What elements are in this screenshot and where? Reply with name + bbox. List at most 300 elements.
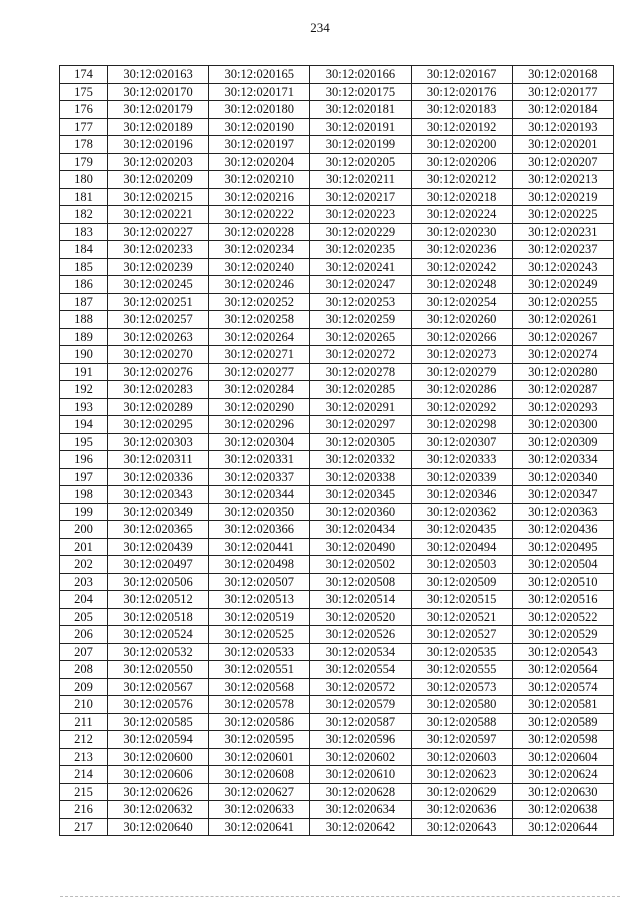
- cadastral-number-cell: 30:12:020516: [512, 591, 613, 609]
- cadastral-number-cell: 30:12:020345: [310, 486, 411, 504]
- cadastral-number-cell: 30:12:020610: [310, 766, 411, 784]
- cadastral-number-cell: 30:12:020204: [209, 153, 310, 171]
- cadastral-number-cell: 30:12:020551: [209, 661, 310, 679]
- table-row: [60, 381, 614, 399]
- cadastral-number-cell: 30:12:020227: [108, 223, 209, 241]
- row-number-cell: 198: [60, 486, 108, 504]
- cadastral-number-cell: 30:12:020543: [512, 643, 613, 661]
- cadastral-number-cell: 30:12:020346: [411, 486, 512, 504]
- cadastral-number-cell: 30:12:020623: [411, 766, 512, 784]
- cadastral-number-cell: 30:12:020176: [411, 83, 512, 101]
- cadastral-number-cell: 30:12:020595: [209, 731, 310, 749]
- cadastral-number-cell: 30:12:020203: [108, 153, 209, 171]
- cadastral-number-cell: 30:12:020279: [411, 363, 512, 381]
- cadastral-number-cell: 30:12:020181: [310, 101, 411, 119]
- row-number-cell: 214: [60, 766, 108, 784]
- cadastral-number-cell: 30:12:020535: [411, 643, 512, 661]
- cadastral-number-cell: 30:12:020247: [310, 276, 411, 294]
- cadastral-number-cell: 30:12:020502: [310, 556, 411, 574]
- cadastral-number-cell: 30:12:020629: [411, 783, 512, 801]
- cadastral-number-cell: 30:12:020434: [310, 521, 411, 539]
- cadastral-number-cell: 30:12:020225: [512, 206, 613, 224]
- table-row: [60, 818, 614, 836]
- cadastral-number-cell: 30:12:020576: [108, 696, 209, 714]
- cadastral-number-cell: 30:12:020235: [310, 241, 411, 259]
- row-number-cell: 177: [60, 118, 108, 136]
- cadastral-number-cell: 30:12:020290: [209, 398, 310, 416]
- cadastral-number-cell: 30:12:020588: [411, 713, 512, 731]
- cadastral-number-cell: 30:12:020221: [108, 206, 209, 224]
- cadastral-number-cell: 30:12:020179: [108, 101, 209, 119]
- cadastral-number-cell: 30:12:020215: [108, 188, 209, 206]
- cadastral-number-cell: 30:12:020606: [108, 766, 209, 784]
- cadastral-number-cell: 30:12:020513: [209, 591, 310, 609]
- cadastral-number-cell: 30:12:020252: [209, 293, 310, 311]
- cadastral-table: [59, 65, 614, 836]
- table-row: [60, 66, 614, 84]
- row-number-cell: 181: [60, 188, 108, 206]
- cadastral-number-cell: 30:12:020261: [512, 311, 613, 329]
- cadastral-number-cell: 30:12:020286: [411, 381, 512, 399]
- cadastral-number-cell: 30:12:020190: [209, 118, 310, 136]
- row-number-cell: 215: [60, 783, 108, 801]
- cadastral-number-cell: 30:12:020245: [108, 276, 209, 294]
- cadastral-number-cell: 30:12:020253: [310, 293, 411, 311]
- cadastral-number-cell: 30:12:020260: [411, 311, 512, 329]
- cadastral-number-cell: 30:12:020522: [512, 608, 613, 626]
- cadastral-number-cell: 30:12:020642: [310, 818, 411, 836]
- table-row: [60, 468, 614, 486]
- table-row: [60, 713, 614, 731]
- cadastral-number-cell: 30:12:020249: [512, 276, 613, 294]
- table-row: [60, 206, 614, 224]
- row-number-cell: 184: [60, 241, 108, 259]
- table-row: [60, 731, 614, 749]
- row-number-cell: 182: [60, 206, 108, 224]
- table-row: [60, 101, 614, 119]
- row-number-cell: 196: [60, 451, 108, 469]
- cadastral-number-cell: 30:12:020284: [209, 381, 310, 399]
- cadastral-number-cell: 30:12:020197: [209, 136, 310, 154]
- cadastral-number-cell: 30:12:020603: [411, 748, 512, 766]
- cadastral-number-cell: 30:12:020574: [512, 678, 613, 696]
- cadastral-number-cell: 30:12:020362: [411, 503, 512, 521]
- cadastral-number-cell: 30:12:020441: [209, 538, 310, 556]
- row-number-cell: 208: [60, 661, 108, 679]
- cadastral-number-cell: 30:12:020636: [411, 801, 512, 819]
- cadastral-number-cell: 30:12:020526: [310, 626, 411, 644]
- cadastral-number-cell: 30:12:020624: [512, 766, 613, 784]
- cadastral-number-cell: 30:12:020209: [108, 171, 209, 189]
- cadastral-number-cell: 30:12:020277: [209, 363, 310, 381]
- cadastral-number-cell: 30:12:020532: [108, 643, 209, 661]
- cadastral-number-cell: 30:12:020550: [108, 661, 209, 679]
- cadastral-number-cell: 30:12:020627: [209, 783, 310, 801]
- cadastral-number-cell: 30:12:020240: [209, 258, 310, 276]
- table-row: [60, 83, 614, 101]
- cadastral-number-cell: 30:12:020350: [209, 503, 310, 521]
- table-row: [60, 136, 614, 154]
- cadastral-number-cell: 30:12:020337: [209, 468, 310, 486]
- cadastral-number-cell: 30:12:020165: [209, 66, 310, 84]
- row-number-cell: 179: [60, 153, 108, 171]
- row-number-cell: 199: [60, 503, 108, 521]
- cadastral-number-cell: 30:12:020564: [512, 661, 613, 679]
- cadastral-number-cell: 30:12:020626: [108, 783, 209, 801]
- cadastral-number-cell: 30:12:020228: [209, 223, 310, 241]
- cadastral-number-cell: 30:12:020307: [411, 433, 512, 451]
- cadastral-number-cell: 30:12:020578: [209, 696, 310, 714]
- page-bottom-rule: [60, 896, 620, 897]
- cadastral-number-cell: 30:12:020555: [411, 661, 512, 679]
- cadastral-number-cell: 30:12:020365: [108, 521, 209, 539]
- cadastral-number-cell: 30:12:020597: [411, 731, 512, 749]
- cadastral-number-cell: 30:12:020366: [209, 521, 310, 539]
- table-row: [60, 363, 614, 381]
- cadastral-number-cell: 30:12:020508: [310, 573, 411, 591]
- cadastral-number-cell: 30:12:020189: [108, 118, 209, 136]
- cadastral-number-cell: 30:12:020338: [310, 468, 411, 486]
- row-number-cell: 211: [60, 713, 108, 731]
- cadastral-number-cell: 30:12:020264: [209, 328, 310, 346]
- row-number-cell: 190: [60, 346, 108, 364]
- table-row: [60, 678, 614, 696]
- row-number-cell: 193: [60, 398, 108, 416]
- cadastral-number-cell: 30:12:020633: [209, 801, 310, 819]
- cadastral-number-cell: 30:12:020276: [108, 363, 209, 381]
- row-number-cell: 178: [60, 136, 108, 154]
- cadastral-number-cell: 30:12:020241: [310, 258, 411, 276]
- cadastral-number-cell: 30:12:020218: [411, 188, 512, 206]
- row-number-cell: 201: [60, 538, 108, 556]
- cadastral-number-cell: 30:12:020512: [108, 591, 209, 609]
- cadastral-number-cell: 30:12:020309: [512, 433, 613, 451]
- cadastral-number-cell: 30:12:020297: [310, 416, 411, 434]
- cadastral-number-cell: 30:12:020191: [310, 118, 411, 136]
- cadastral-number-cell: 30:12:020291: [310, 398, 411, 416]
- table-row: [60, 241, 614, 259]
- cadastral-number-cell: 30:12:020521: [411, 608, 512, 626]
- table-row: [60, 748, 614, 766]
- cadastral-number-cell: 30:12:020171: [209, 83, 310, 101]
- cadastral-number-cell: 30:12:020259: [310, 311, 411, 329]
- cadastral-number-cell: 30:12:020589: [512, 713, 613, 731]
- cadastral-number-cell: 30:12:020628: [310, 783, 411, 801]
- cadastral-number-cell: 30:12:020568: [209, 678, 310, 696]
- cadastral-number-cell: 30:12:020598: [512, 731, 613, 749]
- cadastral-number-cell: 30:12:020587: [310, 713, 411, 731]
- cadastral-number-cell: 30:12:020594: [108, 731, 209, 749]
- cadastral-number-cell: 30:12:020349: [108, 503, 209, 521]
- row-number-cell: 209: [60, 678, 108, 696]
- cadastral-number-cell: 30:12:020534: [310, 643, 411, 661]
- row-number-cell: 195: [60, 433, 108, 451]
- row-number-cell: 202: [60, 556, 108, 574]
- cadastral-number-cell: 30:12:020206: [411, 153, 512, 171]
- row-number-cell: 200: [60, 521, 108, 539]
- cadastral-number-cell: 30:12:020514: [310, 591, 411, 609]
- cadastral-number-cell: 30:12:020180: [209, 101, 310, 119]
- table-row: [60, 643, 614, 661]
- cadastral-number-cell: 30:12:020519: [209, 608, 310, 626]
- cadastral-number-cell: 30:12:020640: [108, 818, 209, 836]
- cadastral-number-cell: 30:12:020236: [411, 241, 512, 259]
- row-number-cell: 186: [60, 276, 108, 294]
- cadastral-number-cell: 30:12:020503: [411, 556, 512, 574]
- cadastral-number-cell: 30:12:020184: [512, 101, 613, 119]
- table-row: [60, 783, 614, 801]
- cadastral-number-cell: 30:12:020177: [512, 83, 613, 101]
- cadastral-number-cell: 30:12:020632: [108, 801, 209, 819]
- cadastral-number-cell: 30:12:020436: [512, 521, 613, 539]
- cadastral-number-cell: 30:12:020580: [411, 696, 512, 714]
- table-row: [60, 486, 614, 504]
- cadastral-number-cell: 30:12:020251: [108, 293, 209, 311]
- cadastral-number-cell: 30:12:020280: [512, 363, 613, 381]
- table-row: [60, 801, 614, 819]
- cadastral-number-cell: 30:12:020246: [209, 276, 310, 294]
- cadastral-number-cell: 30:12:020242: [411, 258, 512, 276]
- cadastral-number-cell: 30:12:020586: [209, 713, 310, 731]
- cadastral-number-cell: 30:12:020303: [108, 433, 209, 451]
- cadastral-number-cell: 30:12:020311: [108, 451, 209, 469]
- cadastral-number-cell: 30:12:020585: [108, 713, 209, 731]
- cadastral-number-cell: 30:12:020192: [411, 118, 512, 136]
- cadastral-number-cell: 30:12:020222: [209, 206, 310, 224]
- table-row: [60, 346, 614, 364]
- cadastral-number-cell: 30:12:020239: [108, 258, 209, 276]
- table-row: [60, 276, 614, 294]
- cadastral-number-cell: 30:12:020163: [108, 66, 209, 84]
- cadastral-number-cell: 30:12:020183: [411, 101, 512, 119]
- cadastral-number-cell: 30:12:020201: [512, 136, 613, 154]
- cadastral-number-cell: 30:12:020216: [209, 188, 310, 206]
- cadastral-number-cell: 30:12:020293: [512, 398, 613, 416]
- cadastral-number-cell: 30:12:020234: [209, 241, 310, 259]
- table-row: [60, 766, 614, 784]
- row-number-cell: 191: [60, 363, 108, 381]
- cadastral-number-cell: 30:12:020295: [108, 416, 209, 434]
- cadastral-number-cell: 30:12:020168: [512, 66, 613, 84]
- cadastral-number-cell: 30:12:020525: [209, 626, 310, 644]
- cadastral-number-cell: 30:12:020510: [512, 573, 613, 591]
- cadastral-number-cell: 30:12:020641: [209, 818, 310, 836]
- cadastral-number-cell: 30:12:020336: [108, 468, 209, 486]
- cadastral-number-cell: 30:12:020196: [108, 136, 209, 154]
- table-row: [60, 626, 614, 644]
- cadastral-number-cell: 30:12:020343: [108, 486, 209, 504]
- cadastral-number-cell: 30:12:020344: [209, 486, 310, 504]
- cadastral-number-cell: 30:12:020602: [310, 748, 411, 766]
- cadastral-number-cell: 30:12:020224: [411, 206, 512, 224]
- cadastral-number-cell: 30:12:020507: [209, 573, 310, 591]
- cadastral-number-cell: 30:12:020266: [411, 328, 512, 346]
- row-number-cell: 212: [60, 731, 108, 749]
- cadastral-number-cell: 30:12:020554: [310, 661, 411, 679]
- cadastral-number-cell: 30:12:020518: [108, 608, 209, 626]
- cadastral-number-cell: 30:12:020213: [512, 171, 613, 189]
- cadastral-number-cell: 30:12:020498: [209, 556, 310, 574]
- page-number: 234: [310, 20, 330, 35]
- table-row: [60, 538, 614, 556]
- row-number-cell: 185: [60, 258, 108, 276]
- cadastral-number-cell: 30:12:020520: [310, 608, 411, 626]
- row-number-cell: 187: [60, 293, 108, 311]
- cadastral-number-cell: 30:12:020305: [310, 433, 411, 451]
- row-number-cell: 194: [60, 416, 108, 434]
- cadastral-number-cell: 30:12:020630: [512, 783, 613, 801]
- cadastral-number-cell: 30:12:020495: [512, 538, 613, 556]
- table-row: [60, 433, 614, 451]
- row-number-cell: 217: [60, 818, 108, 836]
- cadastral-number-cell: 30:12:020504: [512, 556, 613, 574]
- cadastral-number-cell: 30:12:020596: [310, 731, 411, 749]
- cadastral-number-cell: 30:12:020229: [310, 223, 411, 241]
- row-number-cell: 216: [60, 801, 108, 819]
- cadastral-number-cell: 30:12:020533: [209, 643, 310, 661]
- table-row: [60, 451, 614, 469]
- cadastral-number-cell: 30:12:020439: [108, 538, 209, 556]
- cadastral-number-cell: 30:12:020644: [512, 818, 613, 836]
- table-row: [60, 258, 614, 276]
- table-row: [60, 521, 614, 539]
- cadastral-number-cell: 30:12:020170: [108, 83, 209, 101]
- cadastral-number-cell: 30:12:020257: [108, 311, 209, 329]
- cadastral-number-cell: 30:12:020333: [411, 451, 512, 469]
- row-number-cell: 183: [60, 223, 108, 241]
- cadastral-number-cell: 30:12:020231: [512, 223, 613, 241]
- cadastral-number-cell: 30:12:020300: [512, 416, 613, 434]
- cadastral-number-cell: 30:12:020193: [512, 118, 613, 136]
- table-row: [60, 223, 614, 241]
- cadastral-number-cell: 30:12:020581: [512, 696, 613, 714]
- row-number-cell: 176: [60, 101, 108, 119]
- cadastral-number-cell: 30:12:020340: [512, 468, 613, 486]
- cadastral-number-cell: 30:12:020490: [310, 538, 411, 556]
- cadastral-number-cell: 30:12:020573: [411, 678, 512, 696]
- cadastral-number-cell: 30:12:020200: [411, 136, 512, 154]
- cadastral-number-cell: 30:12:020634: [310, 801, 411, 819]
- row-number-cell: 210: [60, 696, 108, 714]
- cadastral-number-cell: 30:12:020339: [411, 468, 512, 486]
- cadastral-number-cell: 30:12:020292: [411, 398, 512, 416]
- cadastral-number-cell: 30:12:020347: [512, 486, 613, 504]
- cadastral-number-cell: 30:12:020205: [310, 153, 411, 171]
- cadastral-number-cell: 30:12:020296: [209, 416, 310, 434]
- row-number-cell: 189: [60, 328, 108, 346]
- cadastral-number-cell: 30:12:020210: [209, 171, 310, 189]
- row-number-cell: 197: [60, 468, 108, 486]
- cadastral-number-cell: 30:12:020509: [411, 573, 512, 591]
- cadastral-number-cell: 30:12:020360: [310, 503, 411, 521]
- cadastral-number-cell: 30:12:020572: [310, 678, 411, 696]
- table-row: [60, 696, 614, 714]
- cadastral-number-cell: 30:12:020524: [108, 626, 209, 644]
- row-number-cell: 204: [60, 591, 108, 609]
- cadastral-number-cell: 30:12:020207: [512, 153, 613, 171]
- row-number-cell: 188: [60, 311, 108, 329]
- cadastral-number-cell: 30:12:020334: [512, 451, 613, 469]
- cadastral-number-cell: 30:12:020304: [209, 433, 310, 451]
- cadastral-number-cell: 30:12:020265: [310, 328, 411, 346]
- cadastral-number-cell: 30:12:020272: [310, 346, 411, 364]
- cadastral-number-cell: 30:12:020211: [310, 171, 411, 189]
- cadastral-number-cell: 30:12:020643: [411, 818, 512, 836]
- table-row: [60, 328, 614, 346]
- cadastral-number-cell: 30:12:020608: [209, 766, 310, 784]
- cadastral-number-cell: 30:12:020278: [310, 363, 411, 381]
- cadastral-number-cell: 30:12:020233: [108, 241, 209, 259]
- cadastral-number-cell: 30:12:020248: [411, 276, 512, 294]
- cadastral-number-cell: 30:12:020331: [209, 451, 310, 469]
- row-number-cell: 206: [60, 626, 108, 644]
- row-number-cell: 175: [60, 83, 108, 101]
- cadastral-number-cell: 30:12:020494: [411, 538, 512, 556]
- cadastral-number-cell: 30:12:020267: [512, 328, 613, 346]
- cadastral-number-cell: 30:12:020219: [512, 188, 613, 206]
- row-number-cell: 207: [60, 643, 108, 661]
- cadastral-number-cell: 30:12:020230: [411, 223, 512, 241]
- cadastral-number-cell: 30:12:020212: [411, 171, 512, 189]
- cadastral-number-cell: 30:12:020638: [512, 801, 613, 819]
- table-body: [60, 66, 614, 836]
- cadastral-number-cell: 30:12:020273: [411, 346, 512, 364]
- cadastral-number-cell: 30:12:020223: [310, 206, 411, 224]
- cadastral-number-cell: 30:12:020601: [209, 748, 310, 766]
- cadastral-number-cell: 30:12:020298: [411, 416, 512, 434]
- cadastral-number-cell: 30:12:020529: [512, 626, 613, 644]
- table-row: [60, 118, 614, 136]
- table-row: [60, 608, 614, 626]
- row-number-cell: 205: [60, 608, 108, 626]
- table-row: [60, 311, 614, 329]
- row-number-cell: 180: [60, 171, 108, 189]
- cadastral-number-cell: 30:12:020199: [310, 136, 411, 154]
- cadastral-number-cell: 30:12:020274: [512, 346, 613, 364]
- table-row: [60, 556, 614, 574]
- table-row: [60, 153, 614, 171]
- cadastral-number-cell: 30:12:020506: [108, 573, 209, 591]
- row-number-cell: 213: [60, 748, 108, 766]
- table-row: [60, 503, 614, 521]
- cadastral-number-cell: 30:12:020255: [512, 293, 613, 311]
- cadastral-number-cell: 30:12:020167: [411, 66, 512, 84]
- cadastral-number-cell: 30:12:020217: [310, 188, 411, 206]
- table-row: [60, 188, 614, 206]
- table-row: [60, 591, 614, 609]
- cadastral-number-cell: 30:12:020332: [310, 451, 411, 469]
- cadastral-number-cell: 30:12:020579: [310, 696, 411, 714]
- cadastral-number-cell: 30:12:020285: [310, 381, 411, 399]
- cadastral-number-cell: 30:12:020254: [411, 293, 512, 311]
- table-row: [60, 398, 614, 416]
- row-number-cell: 192: [60, 381, 108, 399]
- cadastral-number-cell: 30:12:020604: [512, 748, 613, 766]
- cadastral-number-cell: 30:12:020258: [209, 311, 310, 329]
- cadastral-number-cell: 30:12:020175: [310, 83, 411, 101]
- cadastral-number-cell: 30:12:020363: [512, 503, 613, 521]
- table-row: [60, 573, 614, 591]
- table-row: [60, 293, 614, 311]
- row-number-cell: 174: [60, 66, 108, 84]
- cadastral-number-cell: 30:12:020263: [108, 328, 209, 346]
- cadastral-number-cell: 30:12:020287: [512, 381, 613, 399]
- cadastral-number-cell: 30:12:020243: [512, 258, 613, 276]
- cadastral-number-cell: 30:12:020435: [411, 521, 512, 539]
- cadastral-number-cell: 30:12:020237: [512, 241, 613, 259]
- table-row: [60, 171, 614, 189]
- cadastral-number-cell: 30:12:020567: [108, 678, 209, 696]
